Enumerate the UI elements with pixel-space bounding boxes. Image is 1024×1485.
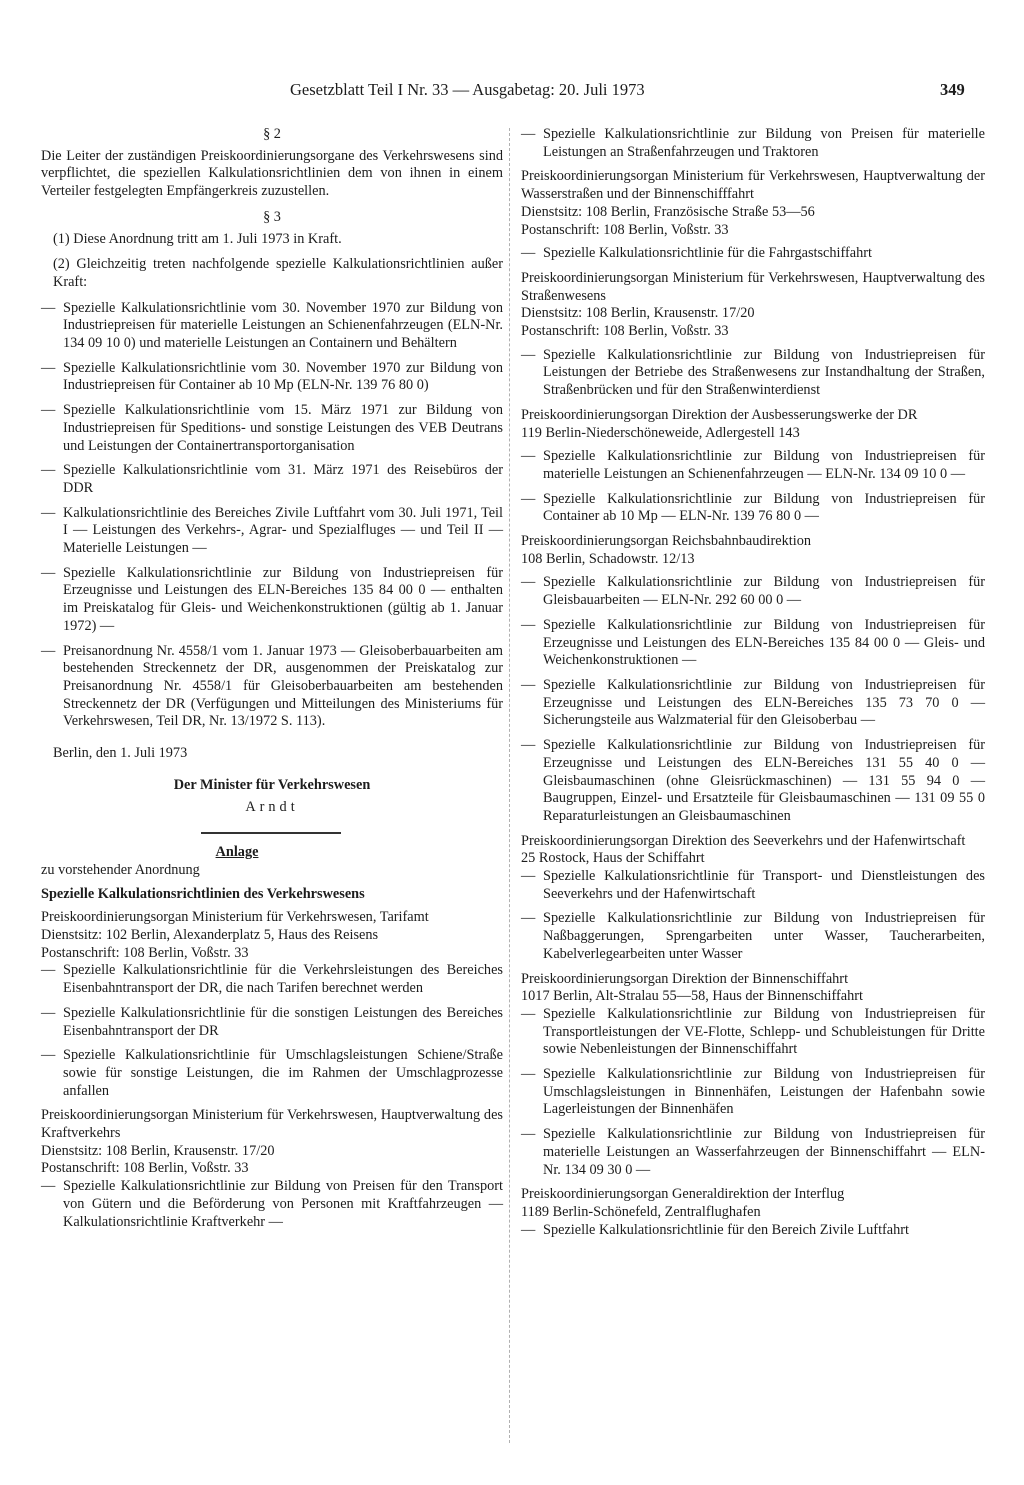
list-item <box>41 565 503 636</box>
list-item-text: Spezielle Kalkulationsrichtlinie zur Bildung von Industriepreisen für Erzeugnisse und Leistungen des ELN-Bereiches 135 73 70 0 — Sicherungsteile aus Walzmaterial für den Gleisoberbau — <box>543 676 985 729</box>
org7-name: Preiskoordinierungsorgan Direktion des Seeverkehrs und der Hafenwirtschaft <box>521 832 966 849</box>
list-item <box>521 1066 985 1119</box>
list-item-text: Spezielle Kalkulationsrichtlinie zur Bildung von Industriepreisen für Gleisbauarbeiten — ELN-Nr. 292 60 00 0 — <box>543 574 985 609</box>
list-item <box>521 126 985 161</box>
left-column <box>41 126 503 1238</box>
list-item <box>521 574 985 609</box>
list-item-text: Spezielle Kalkulationsrichtlinie für Umschlagsleistungen Schiene/Straße sowie für sonstige Leistungen, die im Rahmen der Umschlagprozesse anfallen <box>63 1047 503 1099</box>
org6-address: 108 Berlin, Schadowstr. 12/13 <box>521 550 695 567</box>
org1-list <box>41 962 503 1100</box>
dash-marker: — <box>521 448 536 465</box>
dash-marker: — <box>41 504 56 521</box>
list-item <box>41 360 503 395</box>
list-item-text: Spezielle Kalkulationsrichtlinie zur Bildung von Industriepreisen für Naßbaggerungen, Sprengarbeiten unter Wasser, Taucherarbeiten, Kabelverlegearbeiten unter Wasser <box>543 910 985 962</box>
list-item <box>521 737 985 826</box>
list-item-text: Preisanordnung Nr. 4558/1 vom 1. Januar 1973 — Gleisoberbauarbeiten am bestehenden Streckennetz der DR, ausgenommen der Preiskatalog zur Preisanordnung Nr. 4558/1 für Gleisoberbauarbeiten am bestehenden Streckennetz der DR (Verfügungen und Mitteilungen des Ministeriums für Verkehrswesen, Teil DR, Nr. 13/1972 S. 113). <box>63 642 503 730</box>
list-item-text: Spezielle Kalkulationsrichtlinie zur Bildung von Industriepreisen für Container ab 10 Mp — ELN-Nr. 139 76 80 0 — <box>543 490 985 525</box>
org9-list <box>521 1222 985 1240</box>
list-item <box>521 910 985 963</box>
org7-list <box>521 868 985 964</box>
section-2-text: Die Leiter der zuständigen Preiskoordinierungsorgane des Verkehrswesens sind verpflichtet, die speziellen Kalkulationsrichtlinien dem von ihnen in einem Verteiler festgelegten Empfängerkreis zuzustellen. <box>41 147 503 200</box>
org2-name: Preiskoordinierungsorgan Ministerium für Verkehrswesen, Hauptverwaltung des Kraftverkehrs <box>41 1107 503 1142</box>
org5-address: 119 Berlin-Niederschöneweide, Adlergestell 143 <box>521 424 800 441</box>
org3-list <box>521 245 985 263</box>
dash-marker: — <box>41 299 56 316</box>
page-number: 349 <box>940 80 965 99</box>
dash-marker: — <box>41 1178 56 1195</box>
list-item <box>521 617 985 670</box>
right-column <box>521 126 985 1246</box>
list-item <box>521 347 985 400</box>
paragraph-1: (1) Diese Anordnung tritt am 1. Juli 1973 in Kraft. <box>53 230 342 247</box>
anlage-title: Anlage <box>215 844 259 861</box>
org5-list <box>521 448 985 526</box>
anlage-subtitle: zu vorstehender Anordnung <box>41 861 200 878</box>
list-item <box>521 245 985 263</box>
paragraph-2: (2) Gleichzeitig treten nachfolgende spezielle Kalkulationsrichtlinien außer Kraft: <box>53 256 503 290</box>
dash-marker: — <box>521 346 536 363</box>
org6-name: Preiskoordinierungsorgan Reichsbahnbaudirektion <box>521 533 811 550</box>
dash-marker: — <box>521 245 536 262</box>
list-item <box>41 962 503 997</box>
list-item-text: Spezielle Kalkulationsrichtlinie für Transport- und Dienstleistungen des Seeverkehrs und der Hafenwirtschaft <box>543 868 985 902</box>
org9-name: Preiskoordinierungsorgan Generaldirektion der Interflug <box>521 1186 845 1203</box>
org5-name: Preiskoordinierungsorgan Direktion der Ausbesserungswerke der DR <box>521 406 918 423</box>
list-item-text: Spezielle Kalkulationsrichtlinie vom 15. März 1971 zur Bildung von Industriepreisen für Speditions- und sonstige Leistungen des VEB Deutrans und Leistungen der Containertransportorganisation <box>63 402 503 454</box>
org7-address: 25 Rostock, Haus der Schiffahrt <box>521 850 705 867</box>
signature-rule <box>201 832 341 834</box>
org6-list <box>521 574 985 825</box>
org4-post: Postanschrift: 108 Berlin, Voßstr. 33 <box>521 323 729 340</box>
list-item-text: Spezielle Kalkulationsrichtlinie für die Verkehrsleistungen des Bereiches Eisenbahntransport der DR, die nach Tarifen berechnet werden <box>63 962 503 997</box>
dash-marker: — <box>521 676 536 693</box>
repealed-list <box>41 300 503 731</box>
dash-marker: — <box>521 490 536 507</box>
list-item-text: Kalkulationsrichtlinie des Bereiches Zivile Luftfahrt vom 30. Juli 1971, Teil I — Leistungen des Verkehrs-, Agrar- und Spezialfluges — und Teil II — Materielle Leistungen — <box>63 504 503 557</box>
dash-marker: — <box>521 574 536 591</box>
list-item-text: Spezielle Kalkulationsrichtlinie zur Bildung von Industriepreisen für Erzeugnisse und Leistungen des ELN-Bereiches 131 55 40 0 — Gleisbaumaschinen (ohne Gleisrückmaschinen) — 131 55 94 0 — Baugruppen, Einzel- und Ersatzteile für Gleisbaumaschinen — 131 09 55 0 Reparaturleistungen an Gleisbaumaschinen <box>543 737 985 824</box>
list-item-text: Spezielle Kalkulationsrichtlinie für die sonstigen Leistungen des Bereiches Eisenbahntransport der DR <box>63 1004 503 1039</box>
org4-list <box>521 347 985 400</box>
dash-marker: — <box>521 1221 536 1238</box>
org2-list <box>41 1178 503 1231</box>
list-item-text: Spezielle Kalkulationsrichtlinie für die Fahrgastschiffahrt <box>543 245 873 262</box>
list-item <box>41 462 503 497</box>
list-item-text: Spezielle Kalkulationsrichtlinie zur Bildung von Industriepreisen für materielle Leistungen an Wasserfahrzeugen der Binnenschiffahrt — ELN-Nr. 134 09 30 0 — <box>543 1126 985 1178</box>
org3-post: Postanschrift: 108 Berlin, Voßstr. 33 <box>521 221 729 238</box>
dash-marker: — <box>521 868 536 885</box>
org2-post: Postanschrift: 108 Berlin, Voßstr. 33 <box>41 1160 249 1177</box>
list-item-text: Spezielle Kalkulationsrichtlinie zur Bildung von Preisen für materielle Leistungen an Straßenfahrzeugen und Traktoren <box>543 126 985 160</box>
org4-seat: Dienstsitz: 108 Berlin, Krausenstr. 17/20 <box>521 305 755 322</box>
dash-marker: — <box>41 962 56 979</box>
anlage-heading: Spezielle Kalkulationsrichtlinien des Verkehrswesens <box>41 885 365 902</box>
list-item <box>521 1222 985 1240</box>
page-header: Gesetzblatt Teil I Nr. 33 — Ausgabetag: 20. Juli 1973 <box>290 80 645 99</box>
org2-seat: Dienstsitz: 108 Berlin, Krausenstr. 17/20 <box>41 1142 275 1159</box>
list-item-text: Spezielle Kalkulationsrichtlinie zur Bildung von Preisen für den Transport von Gütern und die Beförderung von Personen mit Kraftfahrzeugen — Kalkulationsrichtlinie Kraftverkehr — <box>63 1178 503 1230</box>
dash-marker: — <box>41 402 56 419</box>
dash-marker: — <box>521 910 536 927</box>
list-item-text: Spezielle Kalkulationsrichtlinie zur Bildung von Industriepreisen für Leistungen der Betriebe des Straßenwesens zur Instandhaltung der Straßen, Straßenbrücken und für den Straßenwinterdienst <box>543 346 985 399</box>
dash-marker: — <box>41 564 56 581</box>
list-item <box>521 677 985 730</box>
list-item <box>41 505 503 558</box>
org1-seat: Dienstsitz: 102 Berlin, Alexanderplatz 5, Haus des Reisens <box>41 927 379 944</box>
org8-list <box>521 1006 985 1179</box>
list-item <box>41 643 503 732</box>
list-item <box>41 402 503 455</box>
dash-marker: — <box>41 462 56 479</box>
list-item <box>41 1178 503 1231</box>
list-item <box>521 1006 985 1059</box>
dash-marker: — <box>521 1005 536 1022</box>
dash-marker: — <box>521 737 536 754</box>
dash-marker: — <box>521 1066 536 1083</box>
list-item-text: Spezielle Kalkulationsrichtlinie vom 30. November 1970 zur Bildung von Industriepreisen für materielle Leistungen an Schienenfahrzeugen (ELN-Nr. 134 09 10 0) und materielle Leistungen an Containern und Behältern <box>63 299 503 352</box>
org1-post: Postanschrift: 108 Berlin, Voßstr. 33 <box>41 944 249 961</box>
dash-marker: — <box>41 642 56 659</box>
signer-title: Der Minister für Verkehrswesen <box>173 776 371 793</box>
list-item <box>521 1126 985 1179</box>
org1-name: Preiskoordinierungsorgan Ministerium für Verkehrswesen, Tarifamt <box>41 909 429 926</box>
org3-name: Preiskoordinierungsorgan Ministerium für Verkehrswesen, Hauptverwaltung der Wasserstraßen und der Binnenschifffahrt <box>521 168 985 203</box>
list-item <box>41 300 503 353</box>
org3-seat: Dienstsitz: 108 Berlin, Französische Straße 53—56 <box>521 203 815 220</box>
dash-marker: — <box>521 126 536 142</box>
org8-address: 1017 Berlin, Alt-Stralau 55—58, Haus der Binnenschiffahrt <box>521 988 864 1005</box>
list-item <box>521 491 985 526</box>
signer-name: Arndt <box>245 798 299 815</box>
list-item-text: Spezielle Kalkulationsrichtlinie zur Bildung von Industriepreisen für Transportleistungen der VE-Flotte, Schlepp- und Schubleistungen für Dritte sowie Nebenleistungen der Binnenschiffahrt <box>543 1005 985 1058</box>
section-3-heading: § 3 <box>263 208 281 225</box>
r0-list <box>521 126 985 161</box>
list-item-text: Spezielle Kalkulationsrichtlinie zur Bildung von Industriepreisen für materielle Leistungen an Schienenfahrzeugen — ELN-Nr. 134 09 10 0 — <box>543 448 985 482</box>
list-item-text: Spezielle Kalkulationsrichtlinie vom 30. November 1970 zur Bildung von Industriepreisen für Container ab 10 Mp (ELN-Nr. 139 76 80 0) <box>63 359 503 394</box>
list-item-text: Spezielle Kalkulationsrichtlinie für den Bereich Zivile Luftfahrt <box>543 1221 910 1238</box>
dash-marker: — <box>521 616 536 633</box>
org8-name: Preiskoordinierungsorgan Direktion der Binnenschiffahrt <box>521 970 849 987</box>
list-item <box>41 1047 503 1100</box>
place-date: Berlin, den 1. Juli 1973 <box>53 745 188 762</box>
list-item-text: Spezielle Kalkulationsrichtlinie zur Bildung von Industriepreisen für Erzeugnisse und Leistungen des ELN-Bereiches 135 84 00 0 — Gleis- und Weichenkonstruktionen — <box>543 616 985 669</box>
list-item <box>521 448 985 483</box>
dash-marker: — <box>41 1004 56 1021</box>
section-2-heading: § 2 <box>263 126 281 142</box>
list-item-text: Spezielle Kalkulationsrichtlinie vom 31. März 1971 des Reisebüros der DDR <box>63 462 503 496</box>
list-item-text: Spezielle Kalkulationsrichtlinie zur Bildung von Industriepreisen für Umschlagsleistungen in Binnenhäfen, Leistungen der Hafenbahn sowie Lagerleistungen der Binnenhäfen <box>543 1066 985 1118</box>
list-item <box>41 1005 503 1040</box>
dash-marker: — <box>41 1047 56 1064</box>
org9-address: 1189 Berlin-Schönefeld, Zentralflughafen <box>521 1203 761 1220</box>
dash-marker: — <box>41 359 56 376</box>
dash-marker: — <box>521 1126 536 1143</box>
list-item-text: Spezielle Kalkulationsrichtlinie zur Bildung von Industriepreisen für Erzeugnisse und Leistungen des ELN-Bereiches 135 84 00 0 — enthalten im Preiskatalog für Gleis- und Weichenkonstruktionen (gültig ab 1. Januar 1972) — <box>63 564 503 634</box>
org4-name: Preiskoordinierungsorgan Ministerium für Verkehrswesen, Hauptverwaltung des Straßenwesens <box>521 269 985 304</box>
column-divider <box>509 128 511 1443</box>
list-item <box>521 868 985 903</box>
